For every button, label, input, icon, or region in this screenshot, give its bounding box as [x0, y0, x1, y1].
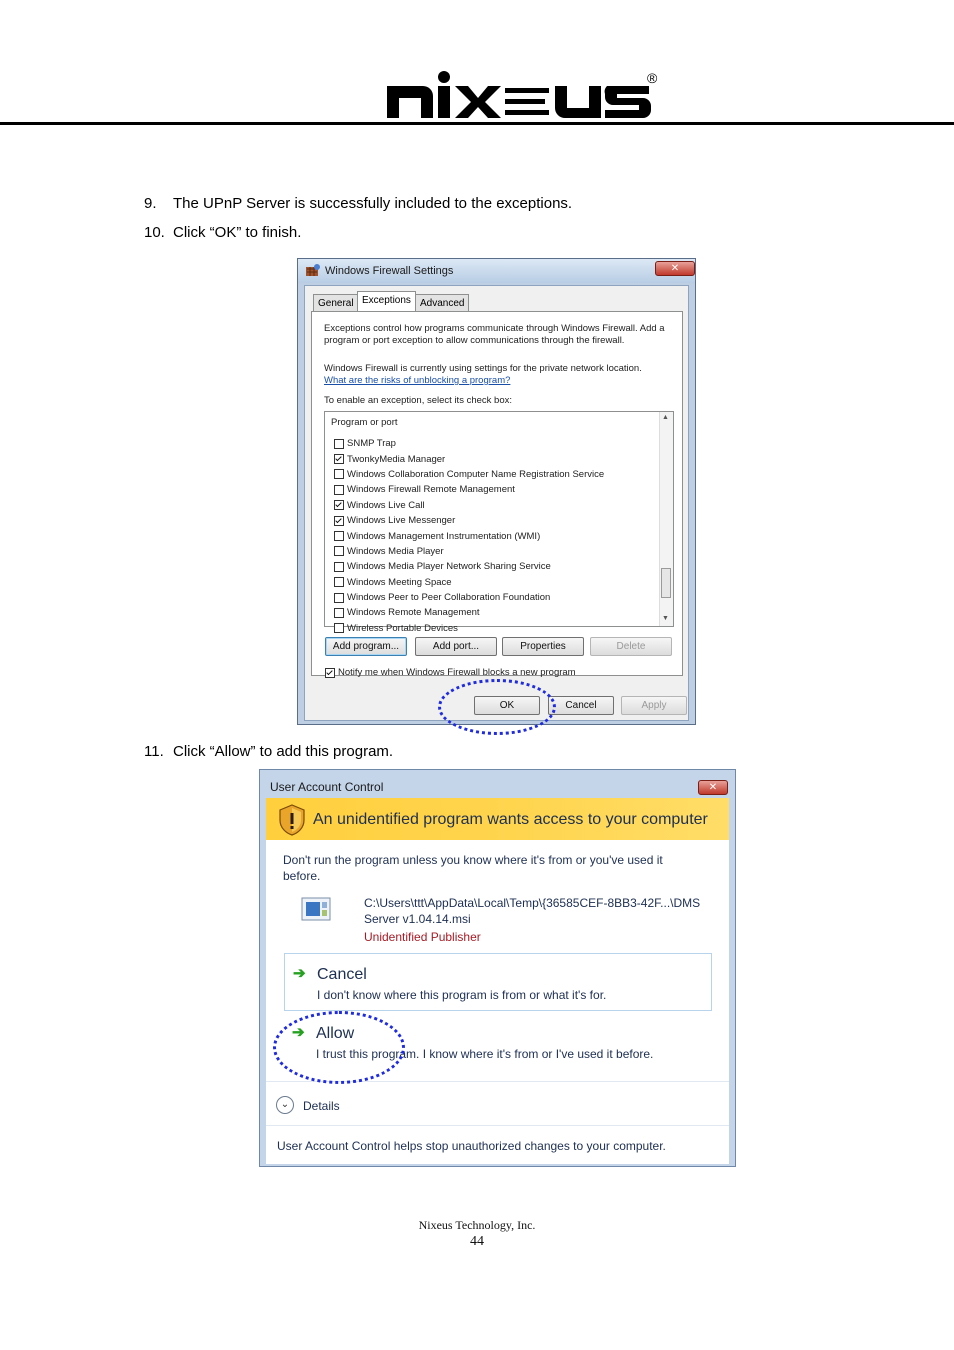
- tab-advanced[interactable]: Advanced: [415, 294, 469, 311]
- exception-checkbox[interactable]: [334, 531, 344, 541]
- arrow-right-icon: ➔: [293, 965, 306, 982]
- exception-item[interactable]: [334, 436, 654, 451]
- delete-button[interactable]: Delete: [590, 637, 672, 656]
- step-10: [144, 224, 301, 241]
- ok-highlight-ring: [438, 679, 556, 735]
- allow-option-title: Allow: [316, 1025, 355, 1042]
- exception-item[interactable]: [334, 575, 654, 590]
- tab-general[interactable]: General: [313, 294, 359, 311]
- exception-checkbox[interactable]: [334, 562, 344, 572]
- cancel-option-description: I don't know where this program is from or what it's for.: [317, 988, 607, 1002]
- nixeus-logo: [385, 66, 665, 122]
- step-text: The UPnP Server is successfully included to the exceptions.: [173, 195, 573, 212]
- file-path: C:\Users\ttt\AppData\Local\Temp\{36585CEF-8BB3-42F...\DMS Server v1.04.14.msi: [364, 896, 701, 926]
- add-program-button[interactable]: Add program...: [325, 637, 407, 656]
- exception-checkbox[interactable]: [334, 454, 344, 464]
- network-location-note: Windows Firewall is currently using settings for the private network location.: [324, 363, 642, 374]
- exceptions-items: [334, 436, 654, 636]
- exception-checkbox[interactable]: [334, 577, 344, 587]
- cancel-option[interactable]: [284, 953, 712, 1011]
- exception-instruction: To enable an exception, select its check box:: [324, 395, 513, 406]
- scroll-down-icon[interactable]: ▼: [662, 615, 669, 622]
- details-toggle[interactable]: Details: [303, 1099, 340, 1113]
- exception-item[interactable]: [334, 467, 654, 482]
- uac-title: User Account Control: [270, 780, 384, 794]
- firewall-body: [304, 285, 689, 721]
- apply-button[interactable]: Apply: [621, 696, 687, 715]
- list-header: Program or port: [331, 417, 398, 428]
- add-port-button[interactable]: Add port...: [415, 637, 497, 656]
- exception-checkbox[interactable]: [334, 469, 344, 479]
- publisher-label: Unidentified Publisher: [364, 930, 481, 944]
- cancel-button[interactable]: Cancel: [548, 696, 614, 715]
- chevron-down-icon[interactable]: ⌄: [276, 1096, 294, 1114]
- exception-checkbox[interactable]: [334, 608, 344, 618]
- firewall-title-bar[interactable]: [298, 259, 695, 283]
- exception-item[interactable]: [334, 513, 654, 528]
- exception-label: Windows Live Messenger: [347, 515, 456, 527]
- exception-label: Windows Collaboration Computer Name Registration Service: [347, 468, 605, 480]
- cancel-option-title: Cancel: [317, 966, 367, 983]
- exception-checkbox[interactable]: [334, 439, 344, 449]
- allow-option-description: I trust this program. I know where it's from or I've used it before.: [316, 1047, 654, 1061]
- exception-label: TwonkyMedia Manager: [347, 453, 446, 465]
- exception-item[interactable]: [334, 544, 654, 559]
- firewall-title: Windows Firewall Settings: [325, 265, 454, 277]
- step-text: Click “OK” to finish.: [173, 224, 302, 241]
- exception-item[interactable]: [334, 605, 654, 620]
- step-number: 9.: [144, 195, 157, 212]
- tab-exceptions[interactable]: Exceptions: [357, 291, 416, 312]
- exception-label: Windows Firewall Remote Management: [347, 484, 515, 496]
- step-11: [144, 743, 393, 760]
- notify-label: Notify me when Windows Firewall blocks a new program: [338, 667, 576, 678]
- exception-item[interactable]: [334, 451, 654, 466]
- uac-footer: User Account Control helps stop unauthorized changes to your computer.: [277, 1139, 666, 1153]
- exception-item[interactable]: [334, 559, 654, 574]
- exception-label: Windows Media Player Network Sharing Service: [347, 561, 551, 573]
- step-9: [144, 195, 572, 212]
- arrow-right-icon: ➔: [292, 1024, 305, 1041]
- step-number: 10.: [144, 224, 165, 241]
- exception-item[interactable]: [334, 528, 654, 543]
- exceptions-panel: [311, 311, 683, 676]
- exception-item[interactable]: [334, 482, 654, 497]
- user-account-control-dialog: [259, 769, 736, 1167]
- exception-checkbox[interactable]: [334, 546, 344, 556]
- page-number: 44: [470, 1234, 484, 1249]
- exception-item[interactable]: [334, 621, 654, 636]
- exception-item[interactable]: [334, 498, 654, 513]
- risks-link[interactable]: What are the risks of unblocking a program?: [324, 375, 511, 386]
- exceptions-intro: Exceptions control how programs communicate through Windows Firewall. Add a program or port exception to allow communications through the firewall.: [324, 323, 665, 346]
- uac-warning: Don't run the program unless you know where it's from or you've used it before.: [283, 853, 663, 883]
- firewall-icon: [306, 264, 320, 277]
- exception-checkbox[interactable]: [334, 623, 344, 633]
- close-button[interactable]: ✕: [698, 780, 728, 795]
- uac-content: [266, 798, 729, 1164]
- ok-button[interactable]: OK: [474, 696, 540, 715]
- exception-checkbox[interactable]: [334, 485, 344, 495]
- divider: [266, 1125, 729, 1126]
- step-number: 11.: [144, 743, 164, 760]
- scroll-thumb[interactable]: [661, 568, 671, 598]
- list-scrollbar[interactable]: [659, 412, 673, 626]
- registered-mark: ®: [647, 70, 658, 86]
- exception-checkbox[interactable]: [334, 516, 344, 526]
- exception-label: Wireless Portable Devices: [347, 622, 458, 634]
- exception-label: Windows Peer to Peer Collaboration Foundation: [347, 592, 551, 604]
- exception-label: SNMP Trap: [347, 438, 396, 450]
- close-button[interactable]: ✕: [655, 261, 695, 276]
- uac-banner: [266, 798, 729, 840]
- exception-label: Windows Management Instrumentation (WMI): [347, 530, 541, 542]
- footer-company: Nixeus Technology, Inc.: [418, 1218, 536, 1232]
- exception-checkbox[interactable]: [334, 500, 344, 510]
- notify-checkbox[interactable]: [325, 668, 335, 678]
- properties-button[interactable]: Properties: [502, 637, 584, 656]
- scroll-up-icon[interactable]: ▲: [662, 414, 669, 421]
- exception-label: Windows Media Player: [347, 545, 444, 557]
- exception-label: Windows Remote Management: [347, 607, 480, 619]
- exception-checkbox[interactable]: [334, 593, 344, 603]
- step-text: Click “Allow” to add this program.: [173, 743, 394, 760]
- exception-item[interactable]: [334, 590, 654, 605]
- shield-warning-icon: [278, 804, 306, 836]
- header-rule: [0, 122, 954, 125]
- installer-file-icon: [301, 895, 333, 923]
- exceptions-list: [324, 411, 674, 634]
- uac-banner-text: An unidentified program wants access to your computer: [313, 811, 708, 828]
- allow-highlight-ring: [273, 1011, 405, 1084]
- firewall-settings-dialog: [297, 258, 696, 725]
- notify-option[interactable]: [325, 667, 576, 678]
- exception-label: Windows Meeting Space: [347, 576, 452, 588]
- exception-label: Windows Live Call: [347, 499, 425, 511]
